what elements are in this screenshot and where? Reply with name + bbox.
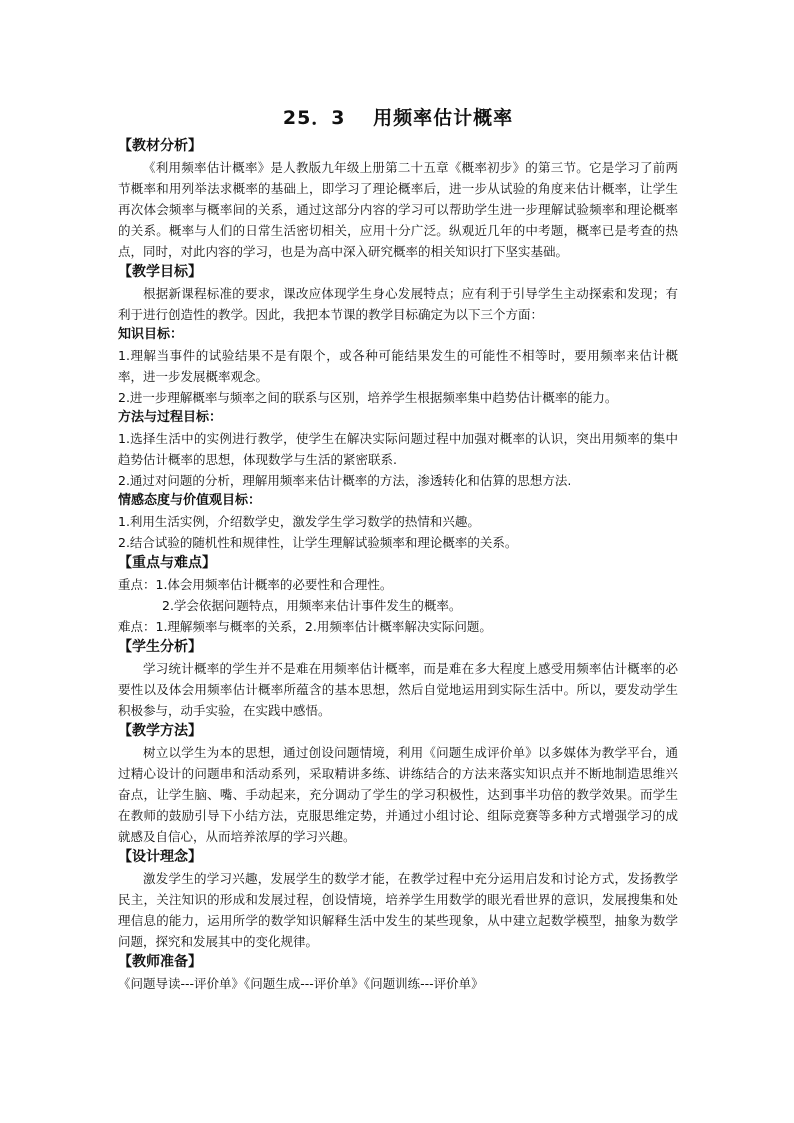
heading-student-analysis: 【学生分析】	[118, 639, 202, 655]
emotion-goal-item: 2.结合试验的随机性和规律性，让学生理解试验频率和理论概率的关系。	[118, 535, 518, 550]
heading-method-goals: 方法与过程目标：	[118, 410, 223, 425]
design-concept-paragraph: 激发学生的学习兴趣，发展学生的数学才能，在教学过程中充分运用启发和讨论方式，发扬教学民主，关注知识的形成和发展过程，创设情境，培养学生用数学的眼光看世界的意识，发展搜集和处理信息的能力，运用所学的数学知识解释生活中发生的某些现象，从中建立起数学模型，抽象为数学问题，探究和发展其中的变化规律。	[118, 871, 678, 949]
difficulty-item: 难点：1.理解频率与概率的关系，2.用频率估计概率解决实际问题。	[118, 619, 492, 634]
heading-teaching-goals: 【教学目标】	[118, 264, 202, 280]
material-analysis-paragraph: 《利用频率估计概率》是人教版九年级上册第二十五章《概率初步》的第三节。它是学习了前两节概率和用列举法求概率的基础上，即学习了理论概率后，进一步从试验的角度来估计概率，让学生再次体会频率与概率间的关系，通过这部分内容的学习可以帮助学生进一步理解试验频率和理论概率的关系。概率与人们的日常生活密切相关，应用十分广泛。纵观近几年的中考题，概率已是考查的热点，同时，对此内容的学习，也是为高中深入研究概率的相关知识打下坚实基础。	[118, 160, 678, 259]
emotion-goal-item: 1.利用生活实例，介绍数学史，激发学生学习数学的热情和兴趣。	[118, 514, 480, 529]
teaching-goals-paragraph: 根据新课程标准的要求，课改应体现学生身心发展特点；应有利于引导学生主动探索和发现；有利于进行创造性的教学。因此，我把本节课的教学目标确定为以下三个方面：	[118, 286, 678, 322]
teacher-preparation-line: 《问题导读---评价单》《问题生成---评价单》《问题训练---评价单》	[118, 976, 484, 991]
method-goal-item: 2.通过对问题的分析，理解用频率来估计概率的方法，渗透转化和估算的思想方法.	[118, 473, 572, 488]
knowledge-goal-item: 1.理解当事件的试验结果不是有限个，或各种可能结果发生的可能性不相等时，要用频率来估计概率，进一步发展概率观念。	[118, 348, 678, 384]
heading-knowledge-goals: 知识目标：	[118, 327, 184, 342]
student-analysis-paragraph: 学习统计概率的学生并不是难在用频率估计概率，而是难在多大程度上感受用频率估计概率的必要性以及体会用频率估计概率所蕴含的基本思想，然后自觉地运用到实际生活中。所以，要发动学生积极参与，动手实验，在实践中感悟。	[118, 661, 678, 718]
teaching-method-paragraph: 树立以学生为本的思想，通过创设问题情境，利用《问题生成评价单》以多媒体为教学平台，通过精心设计的问题串和活动系列，采取精讲多练、讲练结合的方法来落实知识点并不断地制造思维兴奋点，让学生脑、嘴、手动起来，充分调动了学生的学习积极性，达到事半功倍的教学效果。而学生在教师的鼓励引导下小结方法，克服思维定势，并通过小组讨论、组际竞赛等多种方式增强学习的成就感及自信心，从而培养浓厚的学习兴趣。	[118, 745, 678, 844]
focus-item: 2.学会依据问题特点，用频率来估计事件发生的概率。	[162, 598, 462, 613]
document-title: 25．3 用频率估计概率	[282, 107, 514, 129]
heading-key-points: 【重点与难点】	[118, 555, 216, 571]
heading-teaching-method: 【教学方法】	[118, 723, 202, 739]
heading-emotion-goals: 情感态度与价值观目标：	[118, 493, 262, 508]
heading-design-concept: 【设计理念】	[118, 849, 202, 865]
knowledge-goal-item: 2.进一步理解概率与频率之间的联系与区别，培养学生根据频率集中趋势估计概率的能力。	[118, 390, 618, 405]
focus-item: 重点：1.体会用频率估计概率的必要性和合理性。	[118, 577, 393, 592]
method-goal-item: 1.选择生活中的实例进行教学，使学生在解决实际问题过程中加强对概率的认识，突出用频率的集中趋势估计概率的思想，体现数学与生活的紧密联系.	[118, 431, 678, 467]
document-page	[118, 103, 678, 994]
heading-teacher-preparation: 【教师准备】	[118, 954, 202, 970]
heading-material-analysis: 【教材分析】	[118, 138, 202, 154]
